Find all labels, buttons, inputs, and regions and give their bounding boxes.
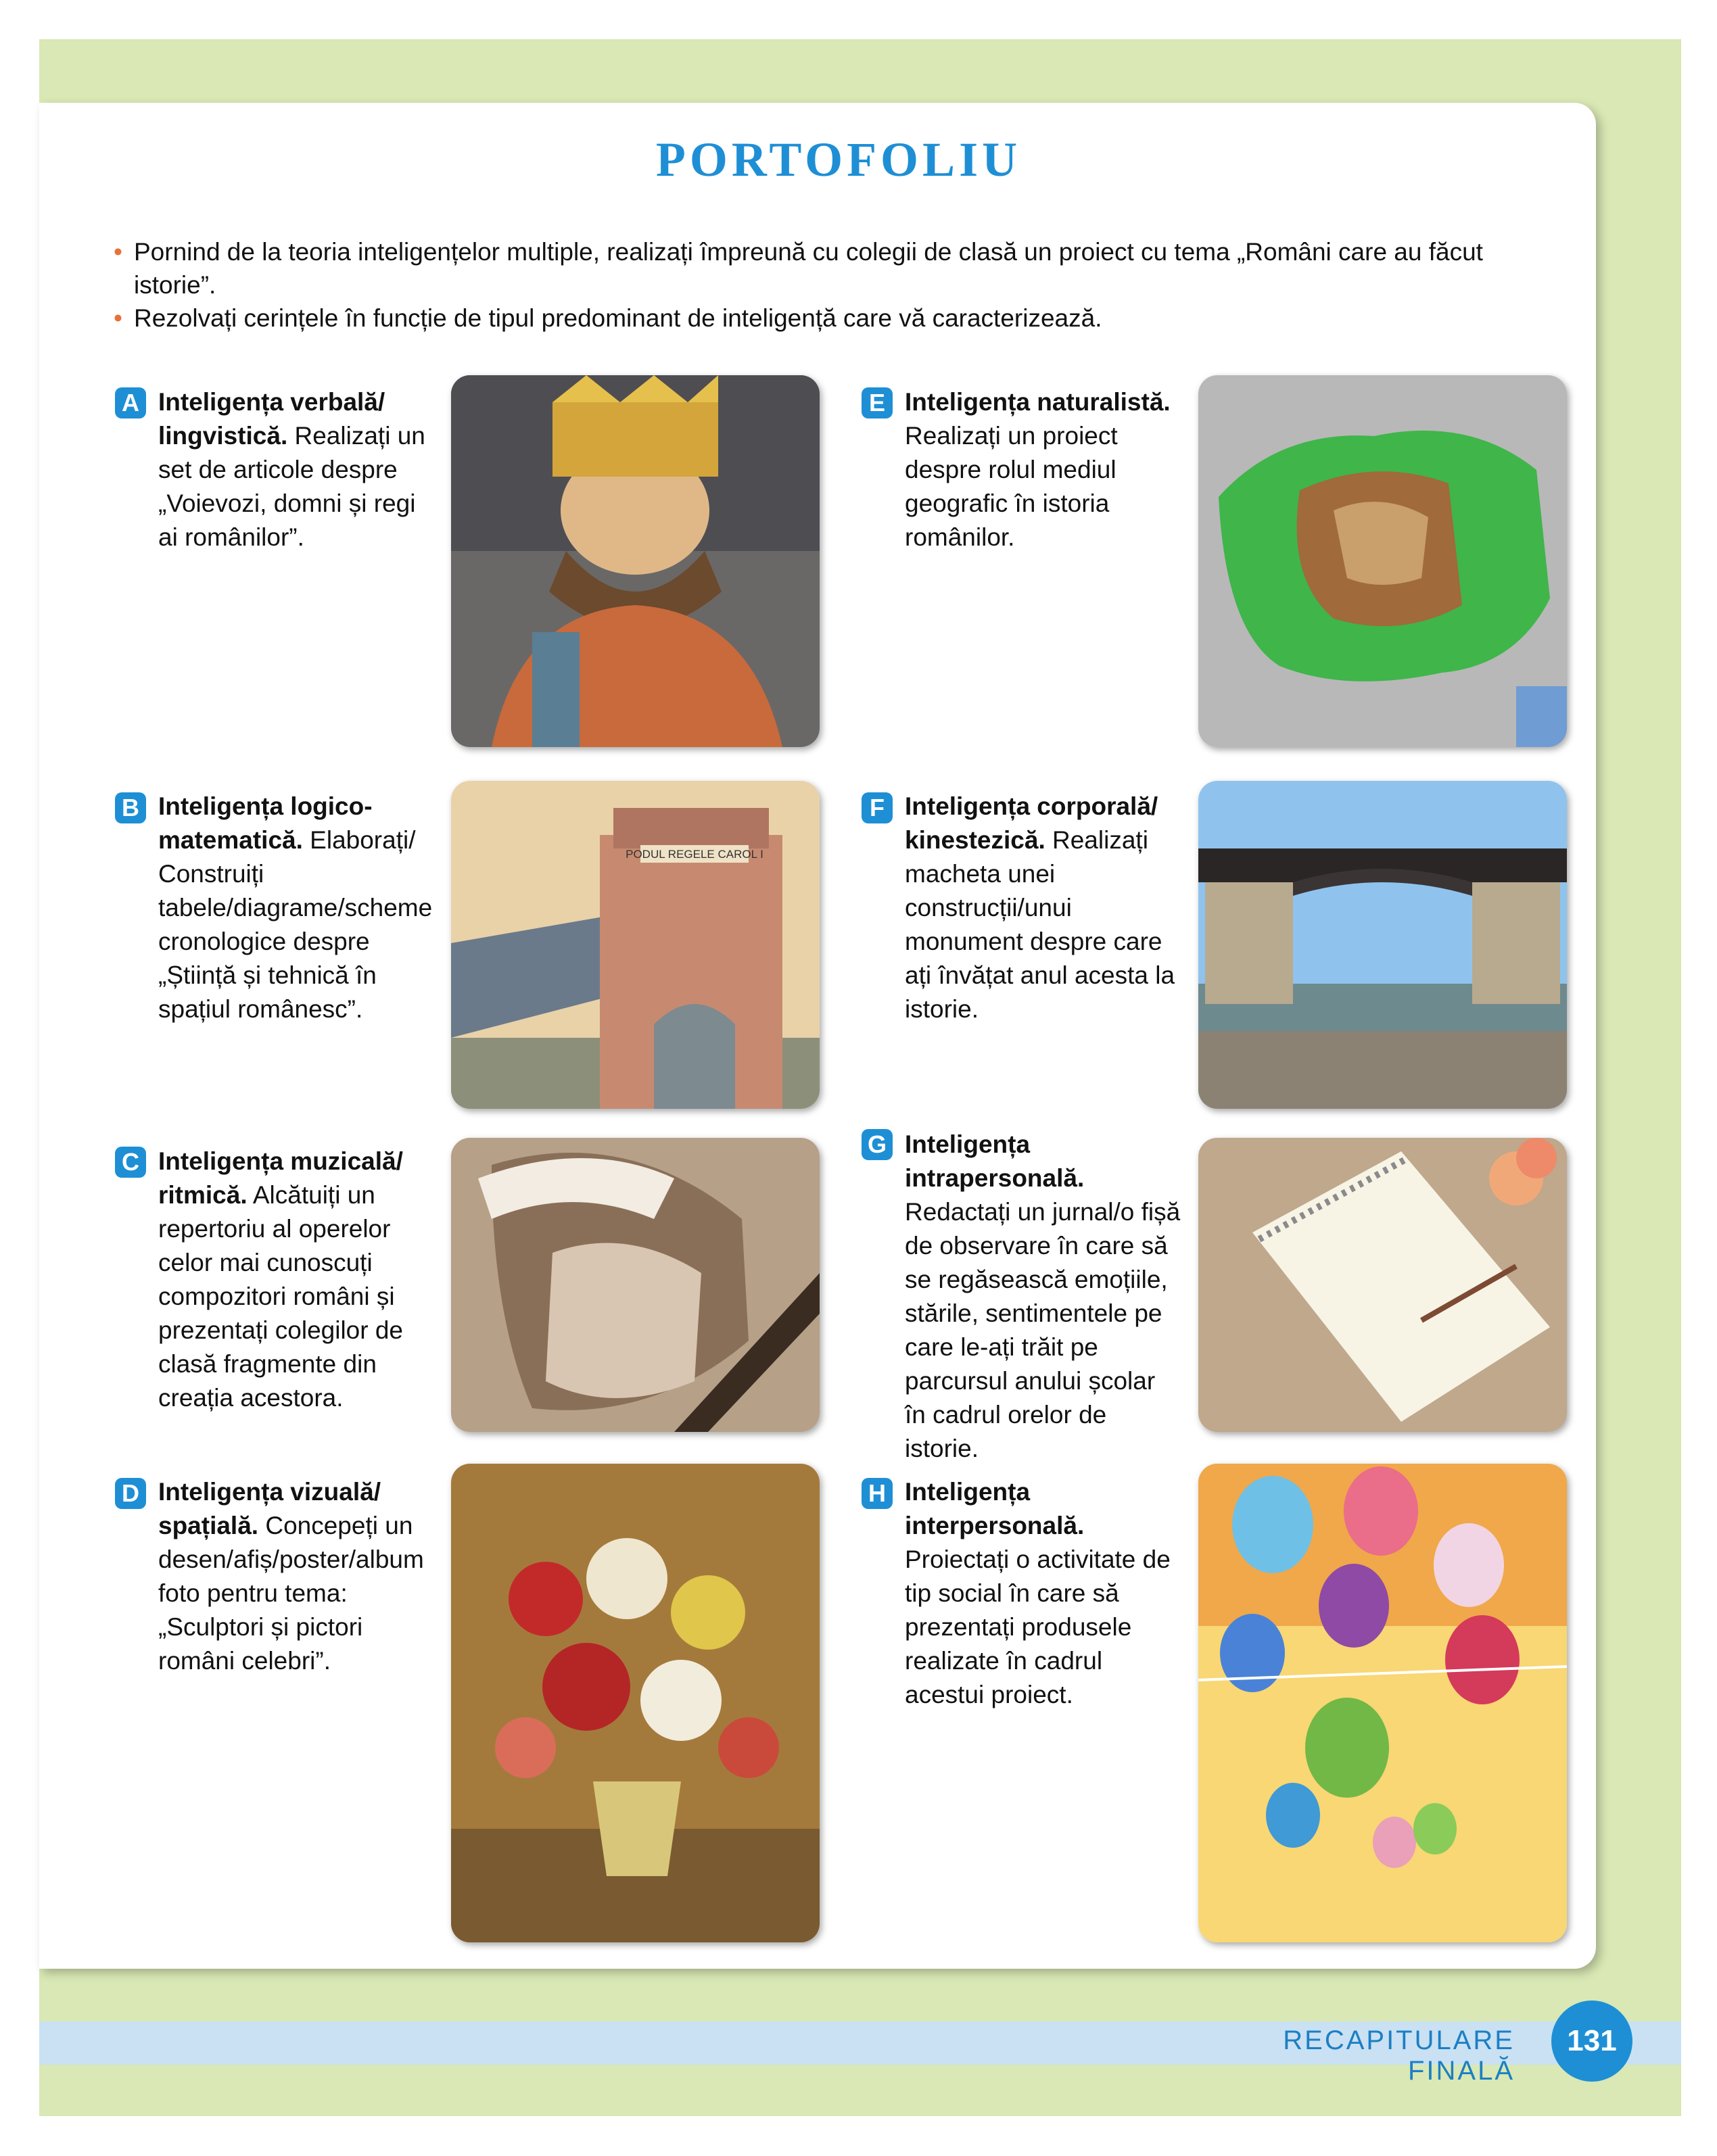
footer-section-label: RECAPITULARE FINALĂ xyxy=(1283,2026,1515,2086)
photo-balloons xyxy=(1198,1464,1567,1942)
badge-a: A xyxy=(115,387,146,418)
badge-e: E xyxy=(862,387,893,418)
item-b-text: Inteligența logico-matematică. Elaborați/ Construiți tabele/diagrame/scheme cronologice despre „Știință și tehnică în spațiul românesc”. xyxy=(158,792,433,1023)
photo-composer xyxy=(451,1138,820,1432)
photo-bridge-model xyxy=(1198,781,1567,1109)
item-a-text: Inteligența verbală/ lingvistică. Realizați un set de articole despre „Voievozi, domni și regi ai românilor”. xyxy=(158,388,425,551)
photo-relief-map xyxy=(1198,375,1567,747)
page-title: PORTOFOLIU xyxy=(655,133,1022,187)
photo-flower-painting xyxy=(451,1464,820,1942)
photo-voivode xyxy=(451,375,820,747)
item-e-text: Inteligența naturalistă. Realizați un proiect despre rolul mediul geografic în istoria românilor. xyxy=(905,388,1171,551)
badge-g: G xyxy=(862,1129,893,1160)
badge-d: D xyxy=(115,1478,146,1509)
photo-notebook xyxy=(1198,1138,1567,1432)
page-number: 131 xyxy=(1551,2001,1632,2082)
photo-carol-bridge xyxy=(451,781,820,1109)
intro-list xyxy=(114,235,1568,335)
item-d-text: Inteligența vizuală/ spațială. Concepeți un desen/afiș/poster/album foto pentru tema: „Sculptori și pictori români celebri”. xyxy=(158,1478,424,1675)
item-f-text: Inteligența corporală/ kinestezică. Realizați macheta unei construcții/unui monument despre care ați învățat anul acesta la istorie. xyxy=(905,792,1175,1023)
badge-b: B xyxy=(115,792,146,823)
badge-h: H xyxy=(862,1478,893,1509)
item-g-text: Inteligența intrapersonală. Redactați un jurnal/o fișă de observare în care să se regăsească emoțiile, stările, sentimentele pe care le-ați trăit pe parcursul anului școlar în cadrul orelor de istorie. xyxy=(905,1130,1181,1462)
item-h-text: Inteligența interpersonală. Proiectați o activitate de tip social în care să prezentați produsele realizate în cadrul acestui proiect. xyxy=(905,1478,1171,1708)
intro-item: • Pornind de la teoria inteligențelor multiple, realizați împreună cu colegii de clasă un proiect cu tema „Români care au făcut istorie”. xyxy=(114,235,1568,302)
bullet-icon: • xyxy=(114,238,122,266)
item-c-text: Inteligența muzicală/ ritmică. Alcătuiți un repertoriu al operelor celor mai cunoscuți compozitori români și prezentați colegilor de clasă fragmente din creația acestora. xyxy=(158,1147,403,1412)
bridge-sign-text: PODUL REGELE CAROL I xyxy=(626,848,763,861)
intro-item: • Rezolvați cerințele în funcție de tipul predominant de inteligență care vă caracterizează. xyxy=(114,302,1568,335)
bullet-icon: • xyxy=(114,304,122,332)
badge-c: C xyxy=(115,1147,146,1178)
badge-f: F xyxy=(862,792,893,823)
